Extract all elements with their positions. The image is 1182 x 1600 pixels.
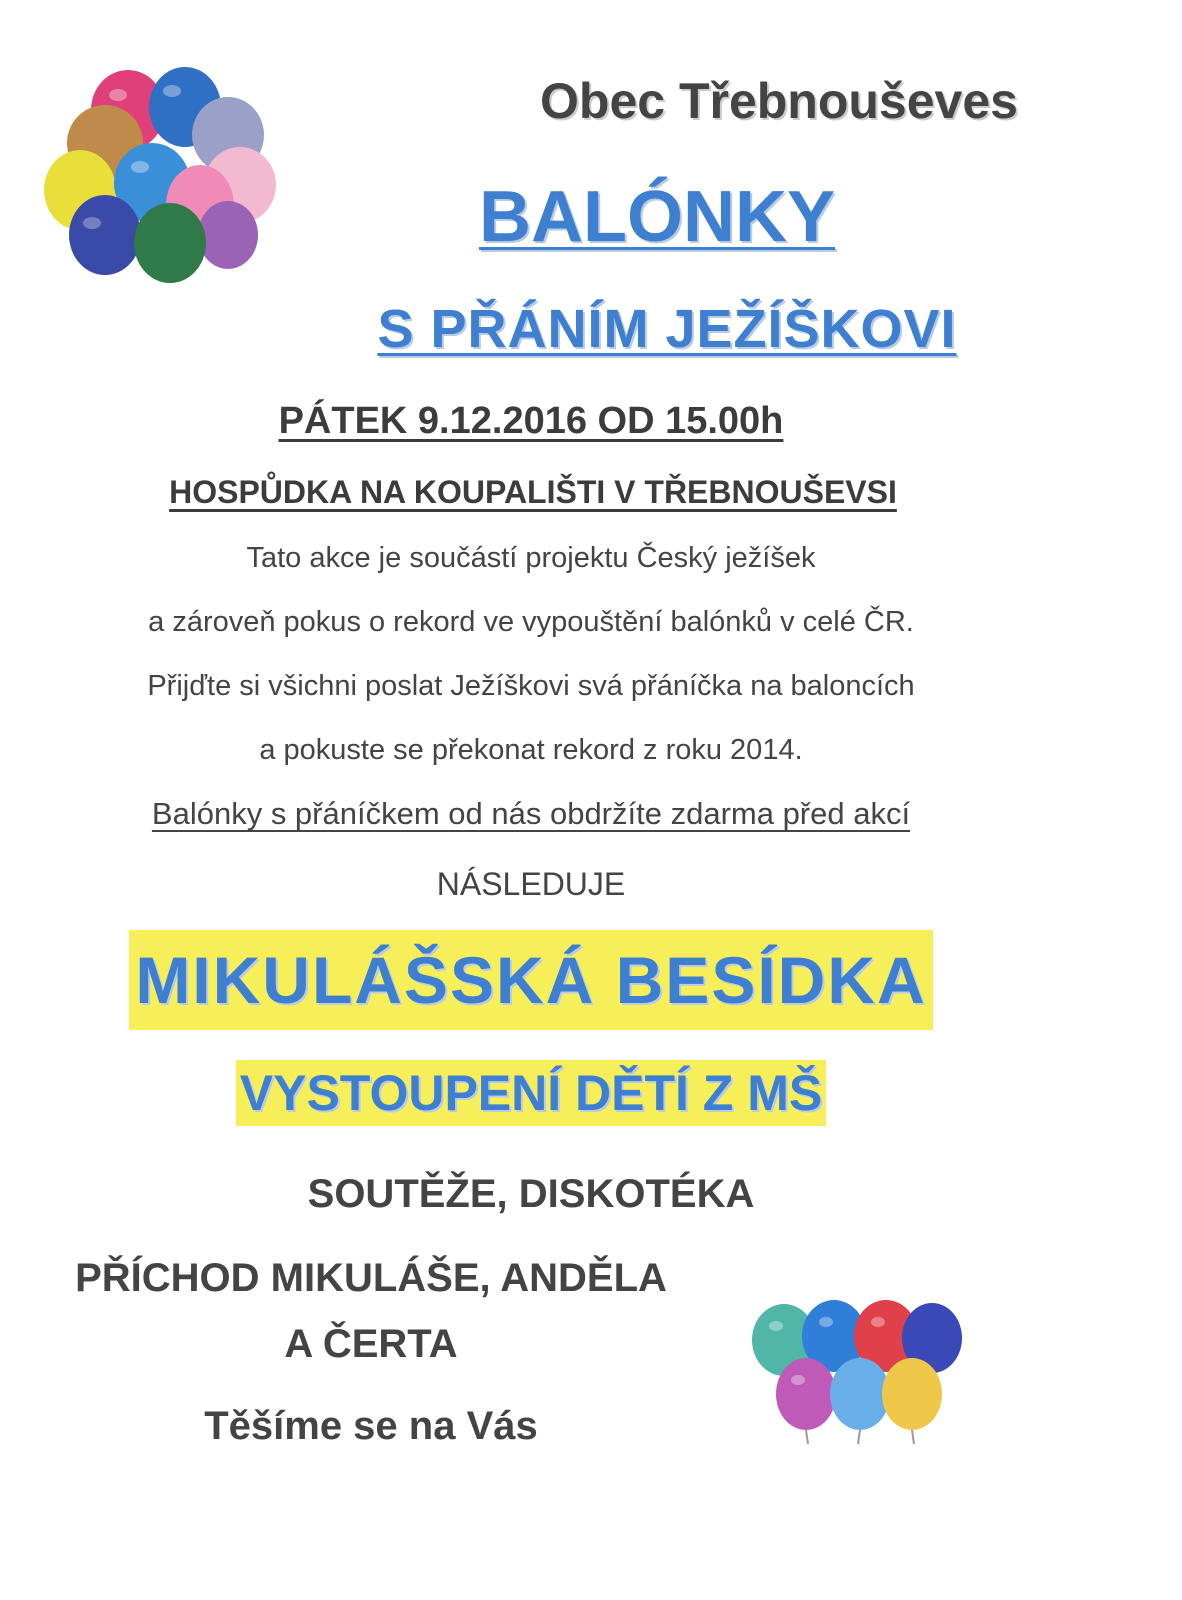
description-line-4: a pokuste se překonat rekord z roku 2014. xyxy=(259,734,803,766)
arrival-line-2: A ČERTA xyxy=(284,1322,458,1366)
description-line-2: a zároveň pokus o rekord ve vypouštění balónků v celé ČR. xyxy=(148,606,914,638)
balloon-row-icon xyxy=(748,1298,968,1448)
event-title: BALÓNKY xyxy=(479,177,835,257)
follows-label: NÁSLEDUJE xyxy=(436,866,626,902)
performance xyxy=(0,1060,1122,1126)
village-name: Obec Třebnouševes xyxy=(540,73,1018,129)
closing: Těšíme se na Vás xyxy=(204,1404,538,1448)
main-program-text: MIKULÁŠSKÁ BESÍDKA xyxy=(129,930,932,1030)
event-venue: HOSPŮDKA NA KOUPALIŠTI V TŘEBNOUŠEVSI xyxy=(169,474,897,510)
description-line-3: Přijďte si všichni poslat Ježíškovi svá přáníčka na baloncích xyxy=(147,670,915,702)
description-line-1: Tato akce je součástí projektu Český ježíšek xyxy=(246,542,816,574)
arrival-line-1: PŘÍCHOD MIKULÁŠE, ANDĚLA xyxy=(75,1256,667,1300)
free-balloons-note xyxy=(0,796,1122,832)
event-datetime: PÁTEK 9.12.2016 OD 15.00h xyxy=(278,400,784,442)
activities: SOUTĚŽE, DISKOTÉKA xyxy=(307,1172,755,1216)
main-program xyxy=(0,930,1122,1030)
performance-text: VYSTOUPENÍ DĚTÍ Z MŠ xyxy=(236,1060,827,1126)
event-subtitle: S PŘÁNÍM JEŽÍŠKOVI xyxy=(377,299,957,359)
free-balloons-note-text: Balónky s přáníčkem od nás obdržíte zdarma před akcí xyxy=(151,796,911,831)
